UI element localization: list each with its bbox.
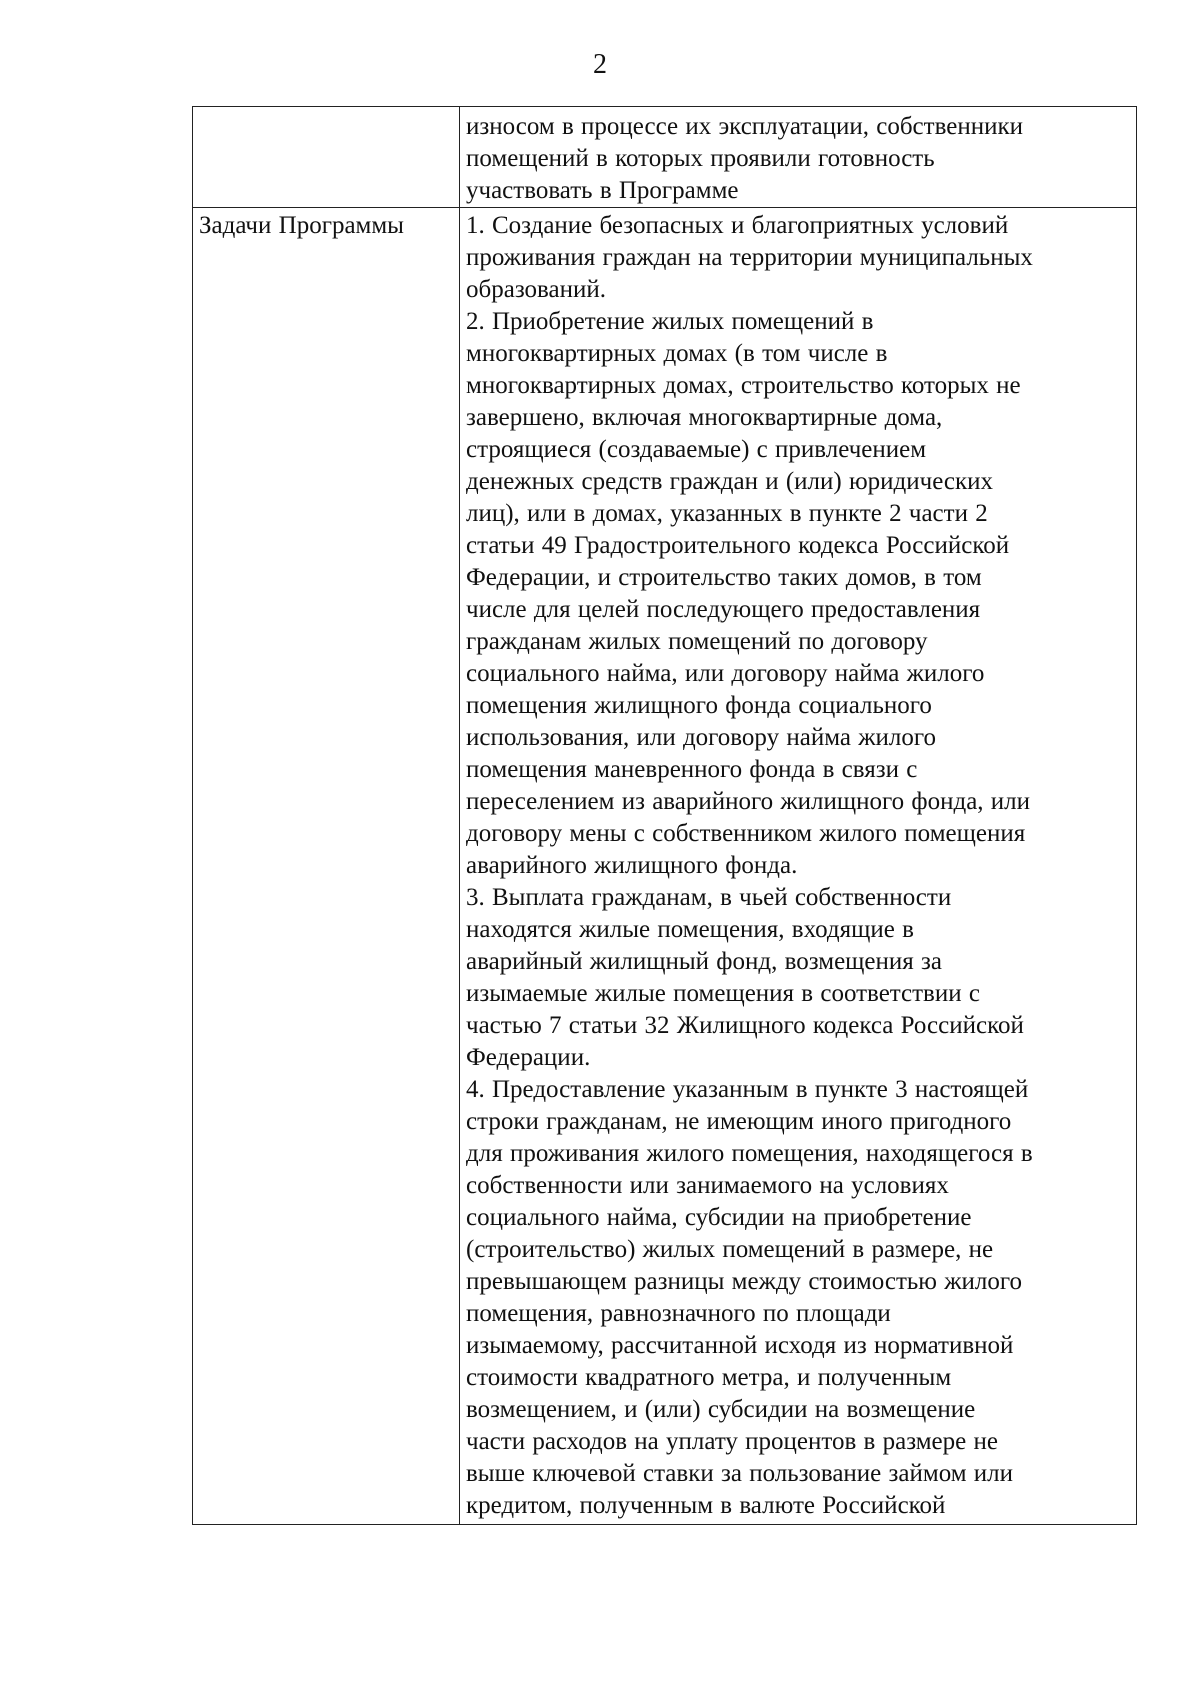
page-number: 2 <box>593 49 607 80</box>
row-content-tasks <box>460 208 1137 1525</box>
table-row-tasks <box>193 208 1137 1525</box>
task-item-3: 3. Выплата гражданам, в чьей собственности находятся жилые помещения, входящие в аварийный жилищный фонд, возмещения за изымаемые жилые помещения в соответствии с частью 7 статьи 32 Жилищного кодекса Российской Федерации. <box>466 884 1024 1071</box>
task-item-2: 2. Приобретение жилых помещений в многоквартирных домах (в том числе в многоквартирных домах, строительство которых не завершено, включая многоквартирные дома, строящиеся (создаваемые) с привлечением денежных средств граждан и (или) юридических лиц), или в домах, указанных в пункте 2 части 2 статьи 49 Градостроительного кодекса Российской Федерации, и строительство таких домов, в том числе для целей последующего предоставления гражданам жилых помещений по договору социального найма, или договору найма жилого помещения жилищного фонда социального использования, или договору найма жилого помещения маневренного фонда в связи с переселением из аварийного жилищного фонда, или договору мены с собственником жилого помещения аварийного жилищного фонда. <box>466 308 1031 879</box>
table-row-continuation <box>193 107 1137 208</box>
task-item-4: 4. Предоставление указанным в пункте 3 настоящей строки гражданам, не имеющим иного пригодного для проживания жилого помещения, находящегося в собственности или занимаемого на условиях социального найма, субсидии на приобретение (строительство) жилых помещений в размере, не превышающем разницы между стоимостью жилого помещения, равнозначного по площади изымаемому, рассчитанной исходя из нормативной стоимости квадратного метра, и полученным возмещением, и (или) субсидии на возмещение части расходов на уплату процентов в размере не выше ключевой ставки за пользование займом или кредитом, полученным в валюте Российской <box>466 1076 1033 1519</box>
row-label-cell <box>193 107 460 208</box>
program-passport-table <box>192 106 1137 1525</box>
row-content-cell <box>460 107 1137 208</box>
row-label-tasks: Задачи Программы <box>193 208 460 1525</box>
task-item-1: 1. Создание безопасных и благоприятных условий проживания граждан на территории муниципальных образований. <box>466 212 1033 303</box>
continuation-text: износом в процессе их эксплуатации, собственники помещений в которых проявили готовность участвовать в Программе <box>466 113 1023 204</box>
